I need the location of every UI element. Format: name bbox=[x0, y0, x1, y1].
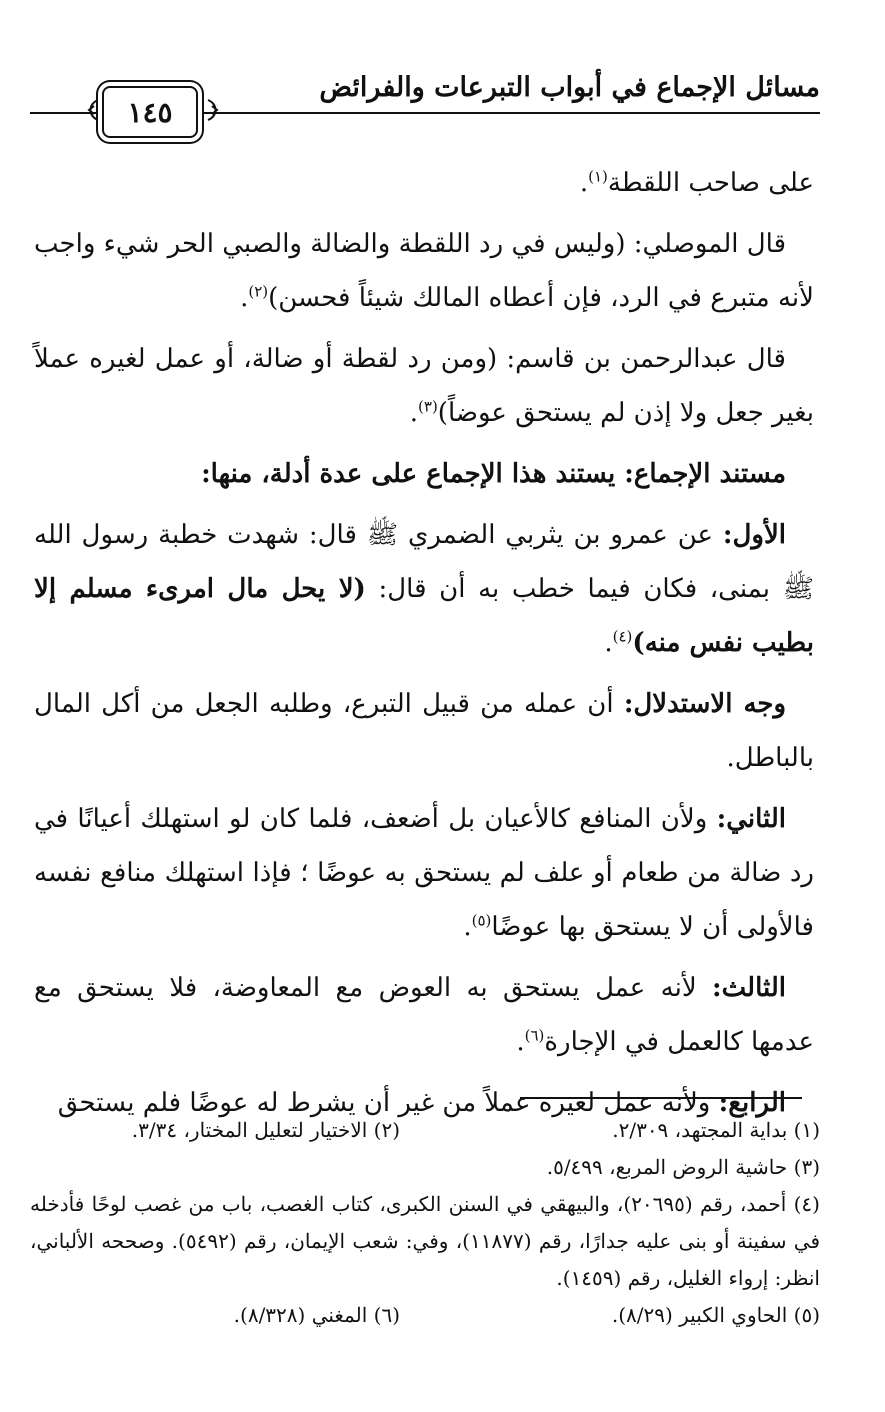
page-header bbox=[30, 68, 820, 128]
footnote-2: (٢) الاختيار لتعليل المختار، ٣/٣٤. bbox=[131, 1118, 400, 1142]
footnotes bbox=[30, 1112, 820, 1334]
ornament-left-icon bbox=[86, 98, 100, 122]
paragraph-1 bbox=[34, 156, 814, 210]
p5-text: عن عمرو بن يثربي الضمري ﷺ قال: شهدت خطبة رسول الله ﷺ بمنى، فكان فيما خطب به أن قال: bbox=[34, 520, 814, 604]
p3-text: قال عبدالرحمن بن قاسم: (ومن رد لقطة أو ضالة، أو عمل لغيره عملاً بغير جعل ولا إذن لم يستحق عوضاً) bbox=[34, 344, 814, 428]
paragraph-second-proof bbox=[34, 792, 814, 954]
ornament-right-icon bbox=[206, 98, 220, 122]
p7-ref: (٥) bbox=[471, 911, 492, 930]
footnote-1: (١) بداية المجتهد، ٢/٣٠٩. bbox=[612, 1118, 820, 1142]
paragraph-first-proof bbox=[34, 508, 814, 670]
hadith-text: (لا يحل مال امرىء مسلم إلا بطيب نفس منه) bbox=[34, 574, 814, 658]
paragraph-2 bbox=[34, 217, 814, 325]
p8-label: الثالث: bbox=[712, 973, 787, 1003]
p9-text: ولأنه عمل لغيره عملاً من غير أن يشرط له عوضًا فلم يستحق bbox=[57, 1088, 711, 1118]
p7-label: الثاني: bbox=[716, 804, 787, 834]
p4-text: يستند هذا الإجماع على عدة أدلة، منها: bbox=[201, 459, 616, 489]
p8-ref: (٦) bbox=[524, 1026, 545, 1045]
p5-ref: (٤) bbox=[612, 627, 633, 646]
footnote-row-1 bbox=[30, 1112, 820, 1149]
p4-label: مستند الإجماع: bbox=[624, 459, 786, 489]
running-title: مسائل الإجماع في أبواب التبرعات والفرائض bbox=[319, 72, 820, 103]
page-number: ١٤٥ bbox=[102, 86, 198, 138]
footnote-3: (٣) حاشية الروض المربع، ٥/٤٩٩. bbox=[546, 1155, 820, 1179]
p1-text: على صاحب اللقطة bbox=[607, 168, 814, 198]
footnote-4: (٤) أحمد، رقم (٢٠٦٩٥)، والبيهقي في السنن الكبرى، كتاب الغصب، باب من غصب لوحًا فأدخله في سفينة أو بنى عليه جدارًا، رقم (١١٨٧٧)، وفي: شعب الإيمان، رقم (٥٤٩٢). وصححه الألباني، انظر: إرواء الغليل، رقم (١٤٥٩). bbox=[30, 1192, 821, 1290]
main-text bbox=[34, 156, 814, 1137]
p1-ref: (١) bbox=[588, 167, 608, 186]
p5-label: الأول: bbox=[722, 520, 787, 550]
consensus-basis-heading bbox=[34, 447, 814, 501]
footnote-5: (٥) الحاوي الكبير (٨/٢٩). bbox=[611, 1303, 820, 1327]
p9-label: الرابع: bbox=[718, 1088, 786, 1118]
p5-end: . bbox=[604, 628, 613, 658]
p7-end: . bbox=[463, 912, 472, 942]
p1-end: . bbox=[579, 168, 589, 198]
p3-ref: (٣) bbox=[418, 397, 438, 416]
p3-end: . bbox=[409, 398, 419, 428]
paragraph-third-proof bbox=[34, 961, 814, 1069]
p7-text: ولأن المنافع كالأعيان بل أضعف، فلما كان لو استهلك أعيانًا في رد ضالة من طعام أو علف لم يستحق به عوضًا ؛ فإذا استهلك منافع نفسه فالأولى أن لا يستحق بها عوضًا bbox=[34, 804, 814, 942]
p6-label: وجه الاستدلال: bbox=[623, 689, 787, 719]
paragraph-3 bbox=[34, 332, 814, 440]
p8-text: لأنه عمل يستحق به العوض مع المعاوضة، فلا يستحق مع عدمها كالعمل في الإجارة bbox=[34, 973, 814, 1057]
footnote-6: (٦) المغني (٨/٣٢٨). bbox=[233, 1303, 400, 1327]
paragraph-inference bbox=[34, 677, 814, 785]
p2-end: . bbox=[240, 283, 249, 313]
p6-text: أن عمله من قبيل التبرع، وطلبه الجعل من أكل المال بالباطل. bbox=[34, 689, 814, 773]
p2-text: قال الموصلي: (وليس في رد اللقطة والضالة والصبي الحر شيء واجب لأنه متبرع في الرد، فإن أعطاه المالك شيئاً فحسن) bbox=[34, 229, 814, 313]
footnote-divider bbox=[520, 1097, 802, 1099]
p2-ref: (٢) bbox=[248, 282, 269, 301]
footnote-row-3 bbox=[30, 1297, 820, 1334]
p8-end: . bbox=[516, 1027, 525, 1057]
